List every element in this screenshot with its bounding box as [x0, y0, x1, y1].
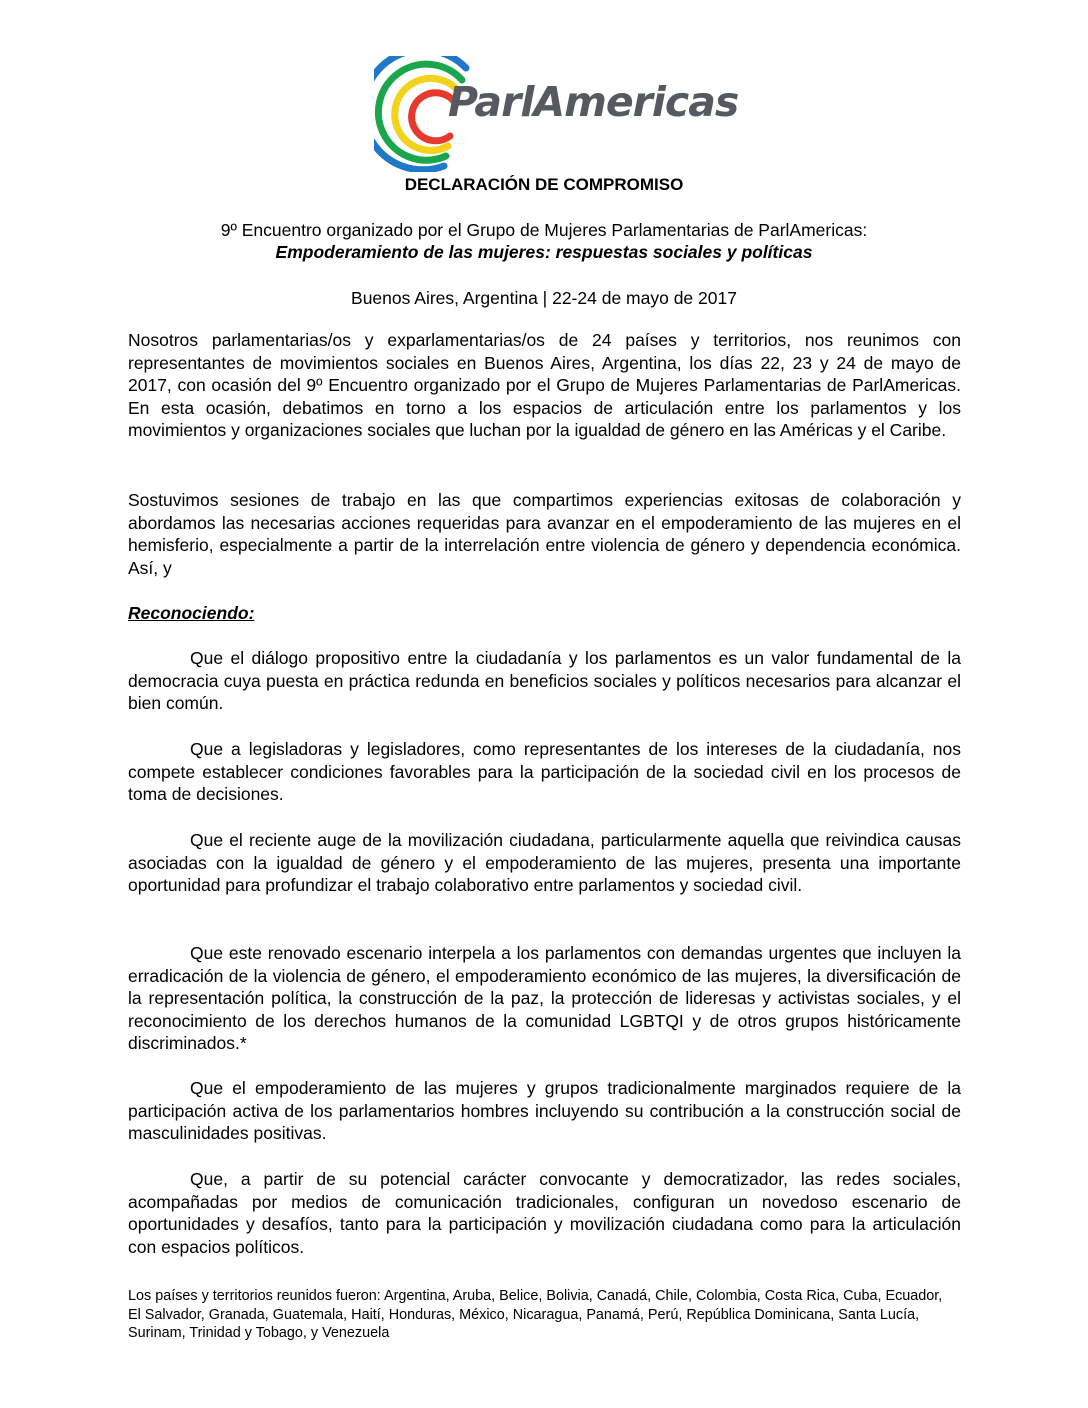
document-title: DECLARACIÓN DE COMPROMISO [404, 175, 684, 194]
recognizing-paragraph: Que el diálogo propositivo entre la ciudadanía y los parlamentos es un valor fundamental de la democracia cuya puesta en práctica redunda en beneficios sociales y políticos necesarios para alcanzar el bien común. [128, 648, 961, 714]
parlamericas-logo [374, 56, 739, 172]
intro-paragraph: Sostuvimos sesiones de trabajo en las que compartimos experiencias exitosas de colaboración y abordamos las necesarias acciones requeridas para avanzar en el empoderamiento de las mujeres en el hemisferio, especialmente a partir de la interrelación entre violencia de género y dependencia económica. Así, y [128, 490, 961, 578]
recognizing-paragraph: Que, a partir de su potencial carácter convocante y democratizador, las redes sociales, acompañadas por medios de comunicación tradicionales, configuran un novedoso escenario de oportunidades y desafíos, tanto para la participación y movilización ciudadana como para la articulación con espacios políticos. [128, 1169, 961, 1257]
footnote: Los países y territorios reunidos fueron: Argentina, Aruba, Belice, Bolivia, Canadá, Chile, Colombia, Costa Rica, Cuba, Ecuador, El Salvador, Granada, Guatemala, Haití, Honduras, México, Nicaragua, Panamá, Perú, República Dominicana, Santa Lucía, Surinam, Trinidad y Tobago, y Venezuela [128, 1288, 943, 1341]
recognizing-paragraph: Que este renovado escenario interpela a los parlamentos con demandas urgentes que incluyen la erradicación de la violencia de género, el empoderamiento económico de las mujeres, la diversificación de la representación política, la construcción de la paz, la protección de lideresas y activistas sociales, y el reconocimiento de los derechos humanos de la comunidad LGBTQI y de otros grupos históricamente discriminados.* [128, 943, 961, 1054]
recognizing-paragraph: Que el empoderamiento de las mujeres y grupos tradicionalmente marginados requiere de la participación activa de los parlamentarios hombres incluyendo su contribución a la construcción social de masculinidades positivas. [128, 1078, 961, 1144]
location-date: Buenos Aires, Argentina | 22-24 de mayo de 2017 [351, 288, 737, 308]
recognizing-paragraph: Que a legisladoras y legisladores, como representantes de los intereses de la ciudadanía, nos compete establecer condiciones favorables para la participación de la sociedad civil en los procesos de toma de decisiones. [128, 739, 961, 805]
section-heading: Reconociendo: [128, 603, 255, 623]
intro-paragraph: Nosotros parlamentarias/os y exparlamentarias/os de 24 países y territorios, nos reunimos con representantes de movimientos sociales en Buenos Aires, Argentina, los días 22, 23 y 24 de mayo de 2017, con ocasión del 9º Encuentro organizado por el Grupo de Mujeres Parlamentarias de ParlAmericas. En esta ocasión, debatimos en torno a los espacios de articulación entre los parlamentos y los movimientos y organizaciones sociales que luchan por la igualdad de género en las Américas y el Caribe. [128, 330, 961, 441]
event-subtitle: 9º Encuentro organizado por el Grupo de Mujeres Parlamentarias de ParlAmericas: [220, 220, 868, 240]
recognizing-paragraph: Que el reciente auge de la movilización ciudadana, particularmente aquella que reivindica causas asociadas con la igualdad de género y el empoderamiento de las mujeres, presenta una importante oportunidad para profundizar el trabajo colaborativo entre parlamentos y sociedad civil. [128, 830, 961, 896]
event-theme: Empoderamiento de las mujeres: respuestas sociales y políticas [275, 242, 813, 262]
logo-wordmark: ParlAmericas [448, 78, 739, 126]
